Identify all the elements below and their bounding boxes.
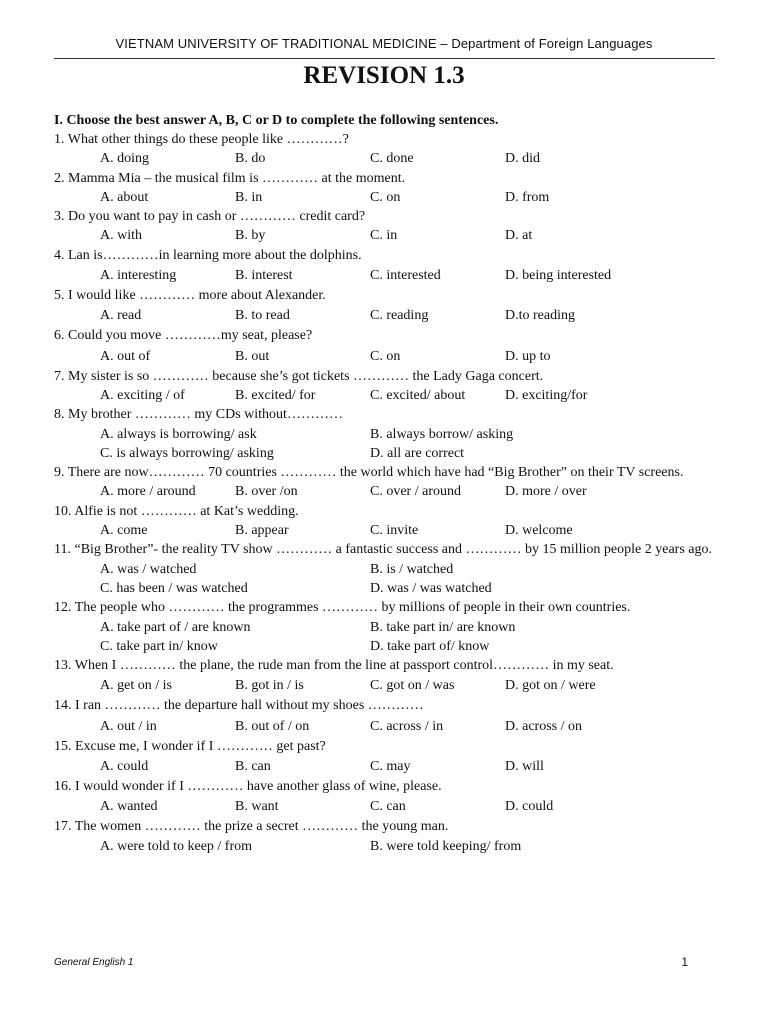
option-d: D.to reading: [505, 308, 575, 324]
option-c: C. on: [370, 348, 401, 364]
footer-course-name: General English 1: [54, 957, 134, 968]
answer-options: [54, 837, 714, 856]
answer-options: [54, 579, 714, 598]
option-c: C. invite: [370, 523, 419, 539]
answer-options: [54, 305, 714, 326]
option-c: C. excited/ about: [370, 387, 466, 403]
option-c: C. done: [370, 151, 414, 167]
question-stem: 2. Mamma Mia – the musical film is ………… at the moment.: [54, 170, 406, 186]
option-d: D. exciting/for: [505, 387, 588, 403]
question-stem: 14. I ran ………… the departure hall without my shoes …………: [54, 698, 424, 714]
option-a: A. read: [100, 308, 142, 324]
option-b: B. is / watched: [370, 561, 454, 577]
option-d: D. at: [505, 228, 533, 244]
question-stem: 17. The women ………… the prize a secret ………… the young man.: [54, 819, 449, 835]
question-stem: 12. The people who ………… the programmes ………… by millions of people in their own countries.: [54, 600, 631, 616]
option-a: A. about: [100, 189, 149, 205]
answer-options: [54, 386, 714, 405]
option-a: A. exciting / of: [100, 387, 185, 403]
option-d: D. got on / were: [505, 678, 596, 694]
header-divider: [54, 58, 715, 59]
answer-options: [54, 265, 714, 286]
option-a: A. were told to keep / from: [100, 838, 253, 854]
option-c: C. across / in: [370, 718, 444, 734]
option-a: A. could: [100, 759, 149, 775]
question-stem: 5. I would like ………… more about Alexander.: [54, 288, 326, 304]
option-d: D. could: [505, 799, 554, 815]
option-c: C. can: [370, 799, 406, 815]
option-a: A. always is borrowing/ ask: [100, 426, 257, 442]
answer-options: [54, 618, 714, 637]
question-stem: 16. I would wonder if I ………… have another glass of wine, please.: [54, 779, 442, 795]
option-c: C. take part in/ know: [100, 638, 218, 654]
answer-options: [54, 637, 714, 656]
option-b: B. out of / on: [235, 718, 310, 734]
question-stem: 4. Lan is…………in learning more about the dolphins.: [54, 247, 362, 263]
option-b: B. in: [235, 189, 263, 205]
question-stem: 11. “Big Brother”- the reality TV show ………… a fantastic success and ………… by 15 million people 2 years ago.: [54, 542, 712, 558]
option-a: A. come: [100, 523, 148, 539]
option-b: B. always borrow/ asking: [370, 426, 514, 442]
option-d: D. from: [505, 189, 550, 205]
option-c: C. is always borrowing/ asking: [100, 445, 274, 461]
option-a: A. doing: [100, 151, 149, 167]
option-a: A. out / in: [100, 718, 157, 734]
question-stem: 6. Could you move …………my seat, please?: [54, 328, 313, 344]
option-a: A. out of: [100, 348, 151, 364]
answer-options: [54, 226, 714, 245]
institution-header: VIETNAM UNIVERSITY OF TRADITIONAL MEDICINE – Department of Foreign Languages: [115, 36, 653, 51]
option-c: C. on: [370, 189, 401, 205]
answer-options: [54, 444, 714, 463]
option-c: C. has been / was watched: [100, 580, 248, 596]
option-c: C. in: [370, 228, 398, 244]
answer-options: [54, 149, 714, 168]
option-a: A. wanted: [100, 799, 158, 815]
option-c: C. may: [370, 759, 411, 775]
answer-options: [54, 560, 714, 579]
option-b: B. interest: [235, 268, 293, 284]
question-stem: 9. There are now………… 70 countries ………… the world which have had “Big Brother” on their TV screens.: [54, 465, 684, 481]
option-a: A. was / watched: [100, 561, 197, 577]
option-c: C. over / around: [370, 484, 461, 500]
option-a: A. get on / is: [100, 678, 172, 694]
question-stem: 3. Do you want to pay in cash or ………… credit card?: [54, 209, 366, 225]
option-d: D. more / over: [505, 484, 587, 500]
option-d: D. all are correct: [370, 445, 465, 461]
question-stem: 8. My brother ………… my CDs without…………: [54, 407, 343, 423]
section-instruction: I. Choose the best answer A, B, C or D to complete the following sentences.: [54, 113, 499, 128]
option-c: C. got on / was: [370, 678, 455, 694]
option-b: B. can: [235, 759, 271, 775]
option-b: B. take part in/ are known: [370, 619, 516, 635]
option-d: D. up to: [505, 348, 551, 364]
question-stem: 10. Alfie is not ………… at Kat’s wedding.: [54, 503, 299, 519]
option-c: C. interested: [370, 268, 441, 284]
option-b: B. got in / is: [235, 678, 304, 694]
option-b: B. over /on: [235, 484, 298, 500]
question-list: [54, 111, 714, 856]
option-c: C. reading: [370, 308, 429, 324]
answer-options: [54, 346, 714, 367]
option-a: A. interesting: [100, 268, 177, 284]
option-b: B. to read: [235, 308, 290, 324]
answer-options: [54, 482, 714, 501]
option-a: A. more / around: [100, 484, 196, 500]
option-b: B. out: [235, 348, 270, 364]
option-b: B. excited/ for: [235, 387, 316, 403]
option-b: B. do: [235, 151, 266, 167]
page-title: REVISION 1.3: [303, 62, 465, 89]
answer-options: [54, 425, 714, 444]
option-d: D. take part of/ know: [370, 638, 490, 654]
question-stem: 7. My sister is so ………… because she’s got tickets ………… the Lady Gaga concert.: [54, 368, 544, 384]
question-stem: 13. When I ………… the plane, the rude man from the line at passport control………… in my seat.: [54, 658, 614, 674]
option-d: D. will: [505, 759, 544, 775]
question-stem: 15. Excuse me, I wonder if I ………… get past?: [54, 738, 326, 754]
option-b: B. appear: [235, 523, 289, 539]
option-d: D. being interested: [505, 268, 612, 284]
option-b: B. were told keeping/ from: [370, 838, 522, 854]
option-d: D. across / on: [505, 718, 582, 734]
answer-options: [54, 756, 714, 777]
option-a: A. take part of / are known: [100, 619, 251, 635]
answer-options: [54, 188, 714, 207]
option-d: D. welcome: [505, 523, 573, 539]
option-b: B. by: [235, 228, 266, 244]
question-stem: 1. What other things do these people like …………?: [54, 132, 349, 147]
option-d: D. was / was watched: [370, 580, 492, 596]
answer-options: [54, 675, 714, 696]
option-d: D. did: [505, 151, 540, 167]
option-b: B. want: [235, 799, 279, 815]
answer-options: [54, 796, 714, 817]
answer-options: [54, 521, 714, 540]
option-a: A. with: [100, 228, 142, 244]
answer-options: [54, 716, 714, 737]
page-number: 1: [681, 955, 688, 969]
